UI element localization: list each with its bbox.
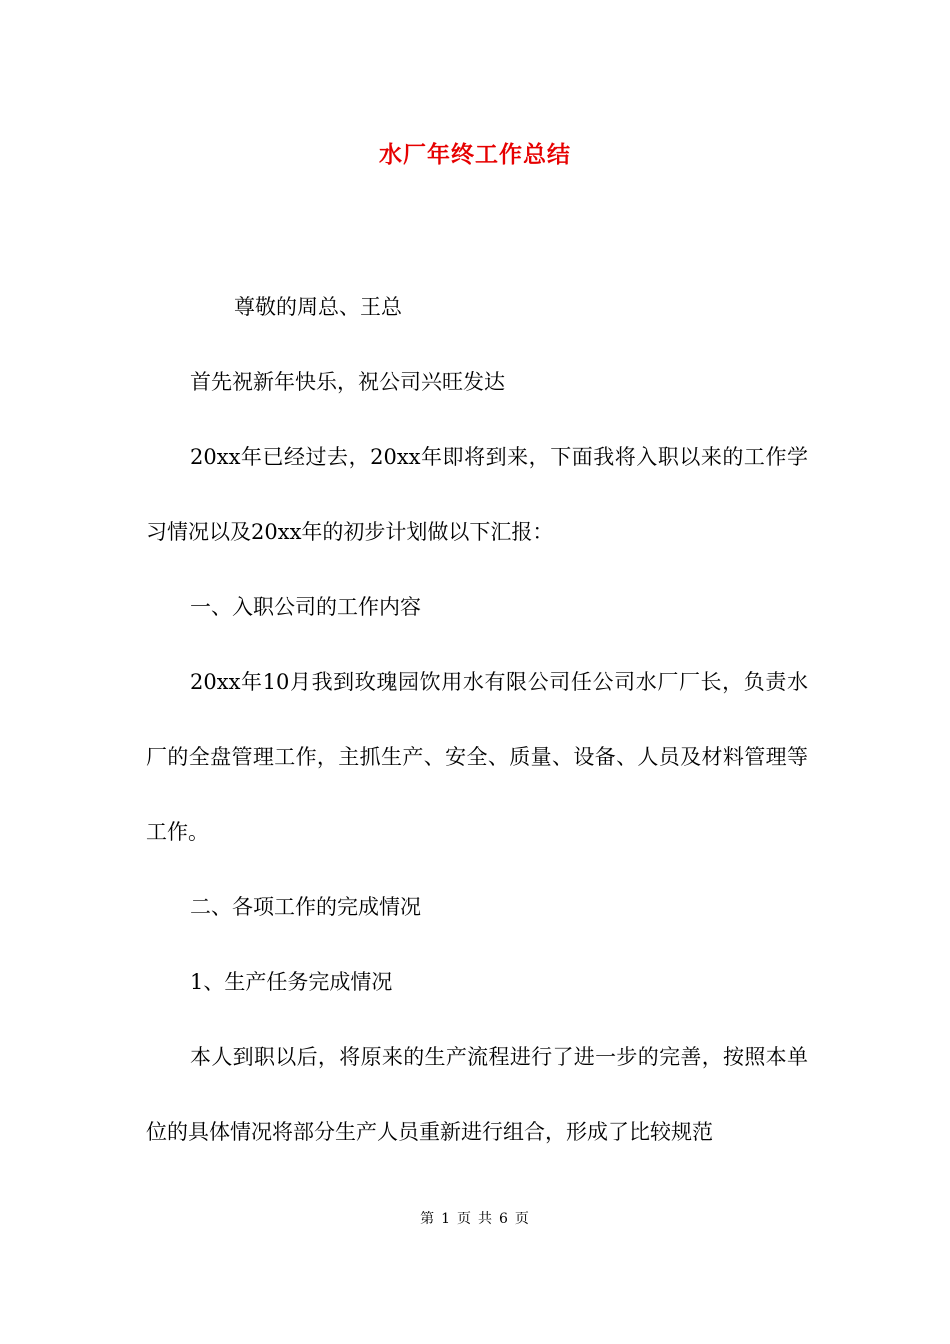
section-heading-1: 一、入职公司的工作内容 [190,595,421,619]
intro-paragraph: 20xx年已经过去，20xx年即将到来，下面我将入职以来的工作学习情况以及20xx年的初步计划做以下汇报： [146,445,808,544]
footer-current-page: 1 [441,1211,451,1227]
document-title: 水厂年终工作总结 [379,141,571,168]
job-content-paragraph: 20xx年10月我到玫瑰园饮用水有限公司任公司水厂厂长，负责水厂的全盘管理工作，主抓生产、安全、质量、设备、人员及材料管理等工作。 [146,670,808,844]
footer-label-of: 页 [457,1211,472,1227]
production-paragraph: 本人到职以后，将原来的生产流程进行了进一步的完善，按照本单位的具体情况将部分生产人员重新进行组合，形成了比较规范 [146,1045,808,1144]
footer-label-page: 第 [420,1211,436,1227]
section-heading-2: 二、各项工作的完成情况 [190,895,421,919]
subsection-heading-1: 1、生产任务完成情况 [190,970,393,994]
footer-total-pages: 6 [499,1211,509,1227]
footer-label-total: 共 [478,1211,493,1227]
page-footer [0,1208,950,1228]
document-body [146,270,808,1170]
salutation-paragraph: 尊敬的周总、王总 [234,295,402,319]
footer-label-end: 页 [514,1211,530,1227]
greeting-paragraph: 首先祝新年快乐，祝公司兴旺发达 [190,370,505,394]
